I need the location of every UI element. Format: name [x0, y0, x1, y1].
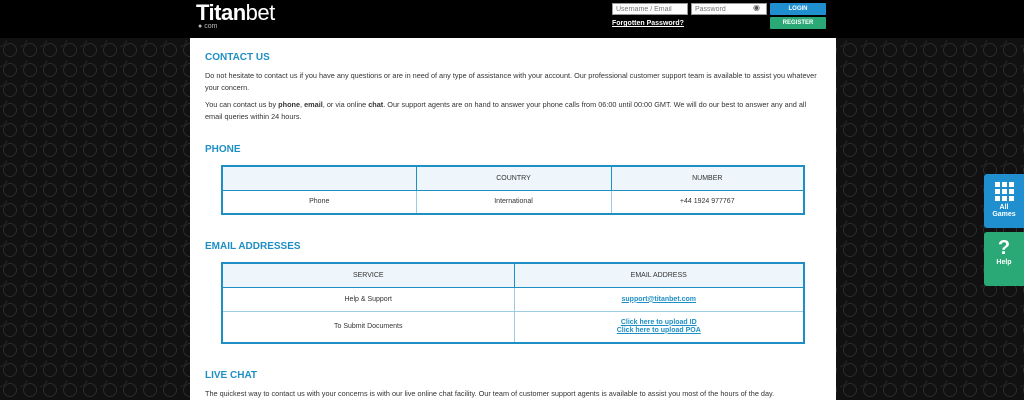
grid-icon	[995, 182, 1014, 201]
support-email-link[interactable]: support@titanbet.com	[621, 295, 696, 303]
email-service-cell: Help & Support	[222, 287, 514, 311]
contact-method-email: email	[304, 100, 323, 109]
email-addresses-heading: EMAIL ADDRESSES	[205, 241, 301, 252]
logo-subtext: ● com	[198, 23, 218, 30]
contact-page-content	[190, 38, 836, 400]
contact-us-heading: CONTACT US	[205, 52, 270, 63]
phone-table	[221, 165, 805, 215]
logo-text-bet: bet	[245, 0, 275, 25]
forgotten-password-link[interactable]: Forgotten Password?	[612, 20, 684, 27]
table-row	[222, 287, 804, 311]
username-input[interactable]	[612, 3, 688, 15]
live-chat-heading: LIVE CHAT	[205, 370, 258, 381]
table-row	[222, 311, 804, 343]
email-address-cell	[514, 287, 804, 311]
documents-links-cell	[514, 311, 804, 343]
question-mark-icon: ?	[997, 237, 1011, 259]
upload-id-link[interactable]: Click here to upload ID	[620, 318, 697, 326]
phone-type-cell: Phone	[222, 190, 416, 214]
top-bar	[0, 0, 1024, 38]
logo-sub-label: com	[204, 23, 218, 30]
email-table	[221, 262, 805, 344]
contact-intro-text: Do not hesitate to contact us if you have any questions or are in need of any type of assistance with your account. Our professional customer support team is available to assist you whatever your concern.	[205, 71, 817, 92]
logo-text-main: Titan	[196, 0, 246, 25]
contact-methods-text	[205, 99, 817, 123]
phone-number-cell[interactable]: +44 1924 977767	[611, 190, 804, 214]
contact-methods-text-a: You can contact us by	[205, 100, 279, 109]
table-row	[222, 190, 804, 214]
phone-table-header-row	[222, 166, 804, 190]
phone-header-country: COUNTRY	[416, 166, 611, 190]
all-games-label-1: All	[999, 204, 1009, 211]
login-button[interactable]: LOGIN	[770, 3, 826, 15]
upload-poa-link[interactable]: Click here to upload POA	[616, 326, 701, 334]
email-header-address: EMAIL ADDRESS	[514, 263, 804, 287]
all-games-label-2: Games	[992, 211, 1016, 218]
email-header-service: SERVICE	[222, 263, 514, 287]
phone-heading: PHONE	[205, 144, 241, 155]
help-tab[interactable]	[984, 232, 1024, 286]
help-label: Help	[996, 259, 1012, 266]
register-button[interactable]: REGISTER	[770, 17, 826, 29]
live-chat-text: The quickest way to contact us with your concerns is with our live online chat facility. Our team of customer support agents is available to assist you most of the hours of the day.	[205, 389, 775, 398]
phone-header-number: NUMBER	[611, 166, 804, 190]
contact-methods-text-c: , or via online	[322, 100, 369, 109]
all-games-tab[interactable]	[984, 174, 1024, 228]
contact-methods-text-d: . Our support agents are on hand to answer your phone calls from 06:00 until 00:00 GMT. We will do our best to answer any and all email queries within 24 hours.	[205, 100, 807, 121]
documents-service-cell: To Submit Documents	[222, 311, 514, 343]
show-password-icon[interactable]: ◉	[753, 3, 760, 12]
phone-country-cell: International	[416, 190, 611, 214]
contact-method-chat: chat	[368, 100, 384, 109]
contact-methods-text-b: ,	[300, 100, 305, 109]
contact-method-phone: phone	[278, 100, 301, 109]
phone-header-blank	[222, 166, 416, 190]
email-table-header-row	[222, 263, 804, 287]
